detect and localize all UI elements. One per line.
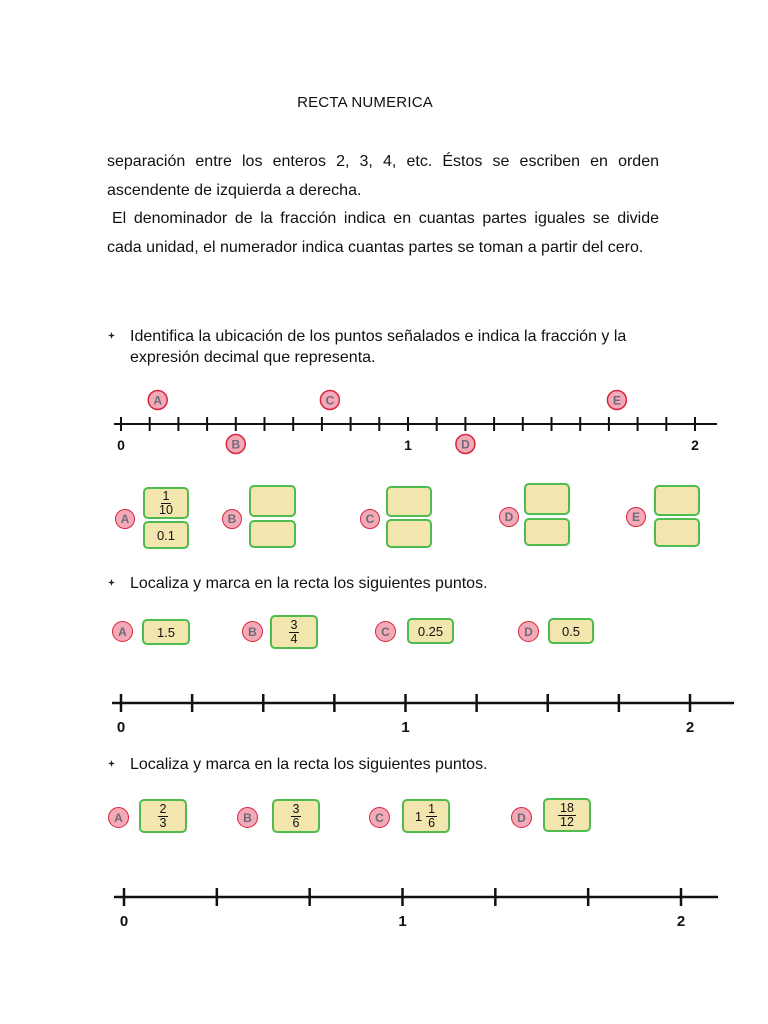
number-line-1 [100, 388, 730, 458]
axis-label: 2 [685, 719, 695, 736]
value-box-b [270, 615, 318, 649]
point-label: C [325, 393, 335, 408]
axis-label: 2 [691, 437, 699, 453]
number-line-2[interactable] [100, 688, 740, 738]
fraction-answer-box[interactable] [386, 486, 432, 517]
exercise-1-instruction: Identifica la ubicación de los puntos señalados e indica la fracción y la expresión decimal que representa. [108, 326, 668, 370]
item-label-c: C [369, 807, 390, 828]
item-label-c: C [375, 621, 396, 642]
diamond-bullet-icon [108, 760, 115, 767]
decimal-answer-box[interactable]: 0.1 [143, 521, 189, 549]
item-label-b: B [237, 807, 258, 828]
value-box-b [272, 799, 320, 833]
item-label-d: D [518, 621, 539, 642]
fraction-answer-box[interactable] [249, 485, 296, 517]
fraction-answer-box[interactable] [143, 487, 189, 519]
value-box-d [543, 798, 591, 832]
diamond-bullet-icon [108, 332, 115, 339]
fraction: $\frac{1}{6}$ [428, 801, 436, 830]
answer-label-c: C [360, 509, 380, 529]
fraction-answer-box[interactable] [654, 485, 700, 516]
exercise-3-instruction: Localiza y marca en la recta los siguientes puntos. [108, 754, 668, 776]
value-box-a: 1.5 [142, 619, 190, 645]
point-label: D [461, 437, 470, 452]
denominator-paragraph: El denominador de la fracción indica en cuantas partes iguales se divide cada unidad, el numerador indica cuantas partes se toman a partir del cero. [107, 210, 659, 256]
value-box-a [139, 799, 187, 833]
point-label: B [231, 437, 241, 452]
point-label: A [153, 393, 163, 408]
axis-label: 2 [676, 913, 686, 930]
exercise-2-instruction: Localiza y marca en la recta los siguientes puntos. [108, 573, 668, 595]
value-box-c: 0.25 [407, 618, 454, 644]
diamond-bullet-icon [108, 579, 115, 586]
answer-label-e: E [626, 507, 646, 527]
value-box-d: 0.5 [548, 618, 594, 644]
fraction: $\frac{18}{12}$ [560, 800, 574, 829]
axis-label: 0 [119, 913, 129, 930]
item-label-a: A [112, 621, 133, 642]
fraction: $\frac{3}{6}$ [292, 801, 300, 830]
axis-label: 0 [117, 437, 125, 453]
number-line-3[interactable] [100, 882, 740, 932]
item-label-a: A [108, 807, 129, 828]
fraction: $\frac{1}{10}$ [159, 488, 173, 517]
answer-label-a: A [115, 509, 135, 529]
fraction: $\frac{2}{3}$ [159, 801, 167, 830]
answer-label-b: B [222, 509, 242, 529]
item-label-b: B [242, 621, 263, 642]
fraction: $\frac{3}{4}$ [290, 617, 298, 646]
decimal-answer-box[interactable] [524, 518, 570, 546]
page-title: RECTA NUMERICA [297, 94, 433, 111]
decimal-answer-box[interactable] [249, 520, 296, 548]
value-box-c [402, 799, 450, 833]
fraction-answer-box[interactable] [524, 483, 570, 515]
answer-label-d: D [499, 507, 519, 527]
mixed-number: 1 $\frac{1}{6}$ [414, 801, 436, 830]
axis-label: 1 [401, 719, 410, 736]
item-label-d: D [511, 807, 532, 828]
axis-label: 1 [404, 437, 412, 453]
axis-label: 0 [116, 719, 126, 736]
decimal-answer-box[interactable] [654, 518, 700, 547]
axis-label: 1 [398, 913, 407, 930]
point-label: E [612, 393, 621, 408]
intro-paragraph: separación entre los enteros 2, 3, 4, etc. Éstos se escriben en orden ascendente de izquierda a derecha. [107, 153, 659, 199]
decimal-answer-box[interactable] [386, 519, 432, 548]
